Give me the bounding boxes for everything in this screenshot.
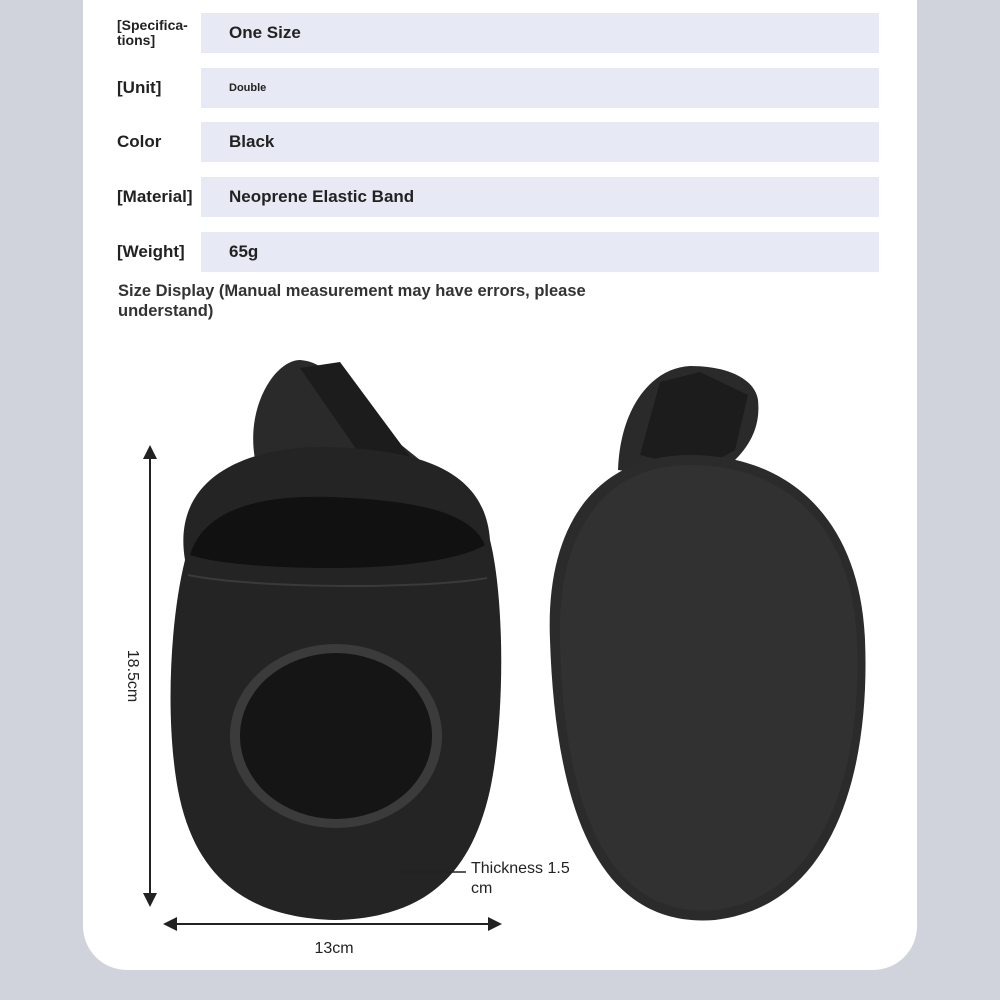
height-label: 18.5cm [124,649,141,703]
spec-value: Neoprene Elastic Band [229,187,415,206]
spec-label-text: [Material] [117,187,193,207]
spec-label-text: [Weight] [117,242,185,262]
spec-label-text: [Unit] [117,78,162,98]
right-shoe-sole-image [550,366,866,921]
left-shoe-front-image [171,360,502,920]
spec-value: Double [229,82,267,94]
spec-value: One Size [229,23,301,42]
width-label: 13cm [314,940,354,957]
thickness-label-line1: Thickness 1.5 [471,860,570,877]
spec-value: Black [229,132,275,151]
spec-label-text: [Specifica- tions] [117,17,188,48]
thickness-label-line2: cm [471,880,493,897]
spec-label-text: Color [117,132,162,152]
toe-opening [240,653,432,819]
spec-value: 65g [229,242,259,261]
size-display-caption: Size Display (Manual measurement may have errors, please understand) [118,282,586,320]
